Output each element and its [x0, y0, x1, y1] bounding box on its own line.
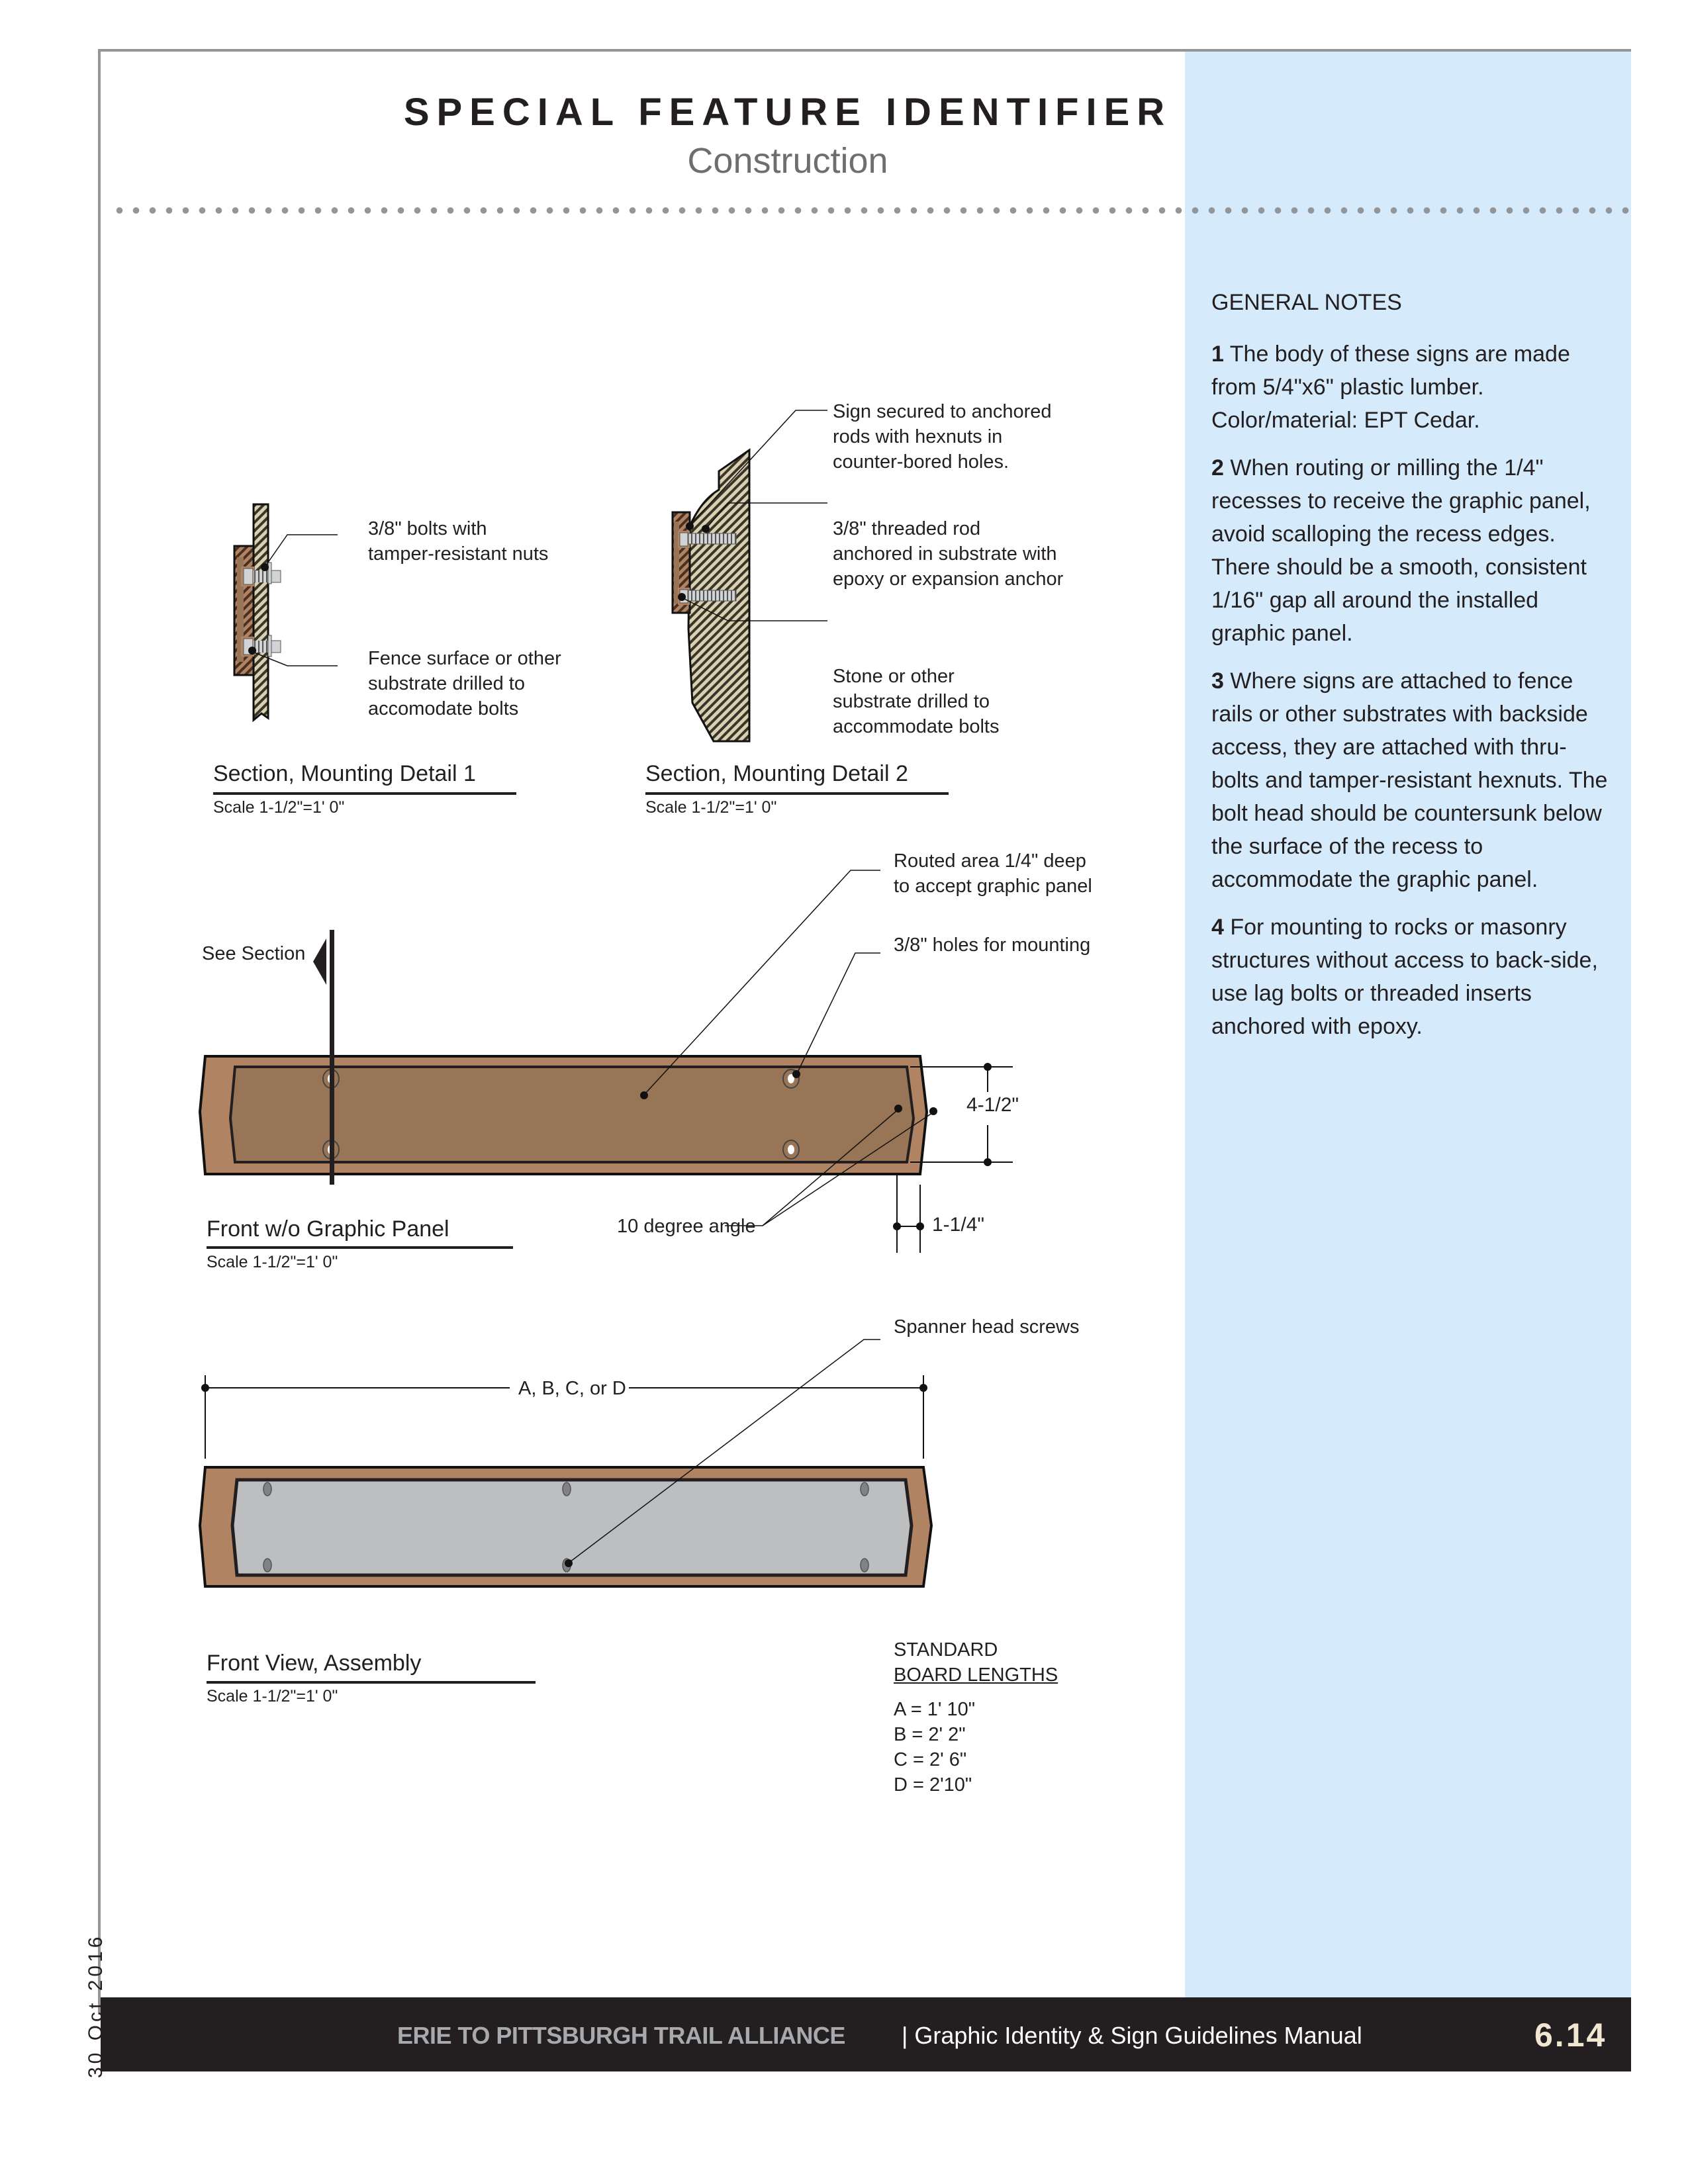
detail2-drawing	[673, 410, 827, 741]
front-scale: Scale 1-1/2"=1' 0"	[207, 1253, 338, 1271]
note-number: 2	[1211, 455, 1224, 480]
note-text: Where signs are attached to fence rails or other substrates with backside access, they are attached with thru-bolts and tamper-resistant hexnuts. The bolt head should be countersunk below the surface of the recess to accommodate the graphic panel.	[1211, 668, 1608, 892]
note-number: 4	[1211, 915, 1224, 940]
lengths-heading-2: BOARD LENGTHS	[894, 1664, 1058, 1686]
detail2-caption: Section, Mounting Detail 2	[645, 761, 908, 786]
side-date: 30 Oct 2016	[85, 1933, 107, 2078]
front-panel-drawing	[200, 870, 1013, 1253]
detail2-scale: Scale 1-1/2"=1' 0"	[645, 798, 777, 817]
footer-organization: ERIE TO PITTSBURGH TRAIL ALLIANCE	[397, 2022, 845, 2049]
callout-line: epoxy or expansion anchor	[833, 569, 1064, 590]
detail2-callout-threaded-rod	[833, 516, 1063, 592]
assembly-scale: Scale 1-1/2"=1' 0"	[207, 1687, 338, 1706]
callout-line: Fence surface or other	[368, 648, 561, 669]
page-number: 6.14	[1534, 2017, 1607, 2054]
note-item	[1211, 338, 1609, 437]
assembly-caption-rule	[207, 1681, 536, 1684]
standard-board-lengths	[894, 1637, 1058, 1797]
page-title: SPECIAL FEATURE IDENTIFIER	[403, 91, 1172, 134]
front-height-dimension: 4-1/2"	[966, 1094, 1019, 1116]
callout-line: 3/8" bolts with	[368, 518, 487, 539]
detail2-callout-stone	[833, 664, 999, 739]
note-text: For mounting to rocks or masonry structures without access to back-side, use lag bolts or threaded inserts anchored with epoxy.	[1211, 915, 1598, 1039]
detail1-caption: Section, Mounting Detail 1	[213, 761, 476, 786]
note-item	[1211, 664, 1609, 896]
general-notes	[1211, 286, 1609, 1058]
note-number: 3	[1211, 668, 1224, 694]
front-callout-holes: 3/8" holes for mounting	[894, 934, 1091, 956]
note-number: 1	[1211, 341, 1224, 367]
callout-line: accomodate bolts	[368, 698, 519, 719]
callout-line: Stone or other	[833, 666, 955, 687]
callout-line: substrate drilled to	[833, 691, 990, 712]
callout-line: to accept graphic panel	[894, 876, 1092, 897]
see-section-label: See Section	[202, 943, 306, 964]
front-caption: Front w/o Graphic Panel	[207, 1216, 449, 1242]
detail1-callout-bolts	[368, 516, 548, 567]
detail1-callout-fence	[368, 646, 561, 721]
front-callout-routed-area	[894, 848, 1092, 899]
assembly-callout-screws: Spanner head screws	[894, 1316, 1080, 1338]
page-subtitle: Construction	[687, 141, 888, 181]
callout-line: accommodate bolts	[833, 716, 1000, 737]
callout-line: tamper-resistant nuts	[368, 543, 549, 565]
callout-line: counter-bored holes.	[833, 451, 1009, 473]
note-item	[1211, 451, 1609, 650]
length-item: D = 2'10"	[894, 1774, 972, 1796]
callout-line: Sign secured to anchored	[833, 401, 1052, 422]
callout-line: rods with hexnuts in	[833, 426, 1003, 447]
assembly-length-dimension: A, B, C, or D	[518, 1378, 626, 1399]
callout-line: Routed area 1/4" deep	[894, 850, 1086, 872]
callout-line: 3/8" threaded rod	[833, 518, 981, 539]
length-item: A = 1' 10"	[894, 1699, 976, 1720]
detail1-caption-rule	[213, 792, 516, 795]
assembly-caption: Front View, Assembly	[207, 1651, 422, 1676]
callout-line: substrate drilled to	[368, 673, 525, 694]
callout-line: anchored in substrate with	[833, 543, 1057, 565]
general-notes-heading: GENERAL NOTES	[1211, 290, 1402, 315]
note-item	[1211, 911, 1609, 1043]
detail2-callout-sign-secured	[833, 399, 1052, 475]
note-text: The body of these signs are made from 5/4"x6" plastic lumber. Color/material: EPT Cedar.	[1211, 341, 1570, 433]
footer-manual-title: | Graphic Identity & Sign Guidelines Manual	[902, 2022, 1362, 2049]
detail2-caption-rule	[645, 792, 949, 795]
length-item: B = 2' 2"	[894, 1724, 966, 1745]
front-width-dimension: 1-1/4"	[932, 1214, 985, 1236]
length-item: C = 2' 6"	[894, 1749, 967, 1770]
detail1-drawing	[234, 504, 338, 720]
note-text: When routing or milling the 1/4" recesses to receive the graphic panel, avoid scalloping the recess edges. There should be a smooth, consistent 1/16" gap all around the installed graphic panel.	[1211, 455, 1591, 646]
detail1-scale: Scale 1-1/2"=1' 0"	[213, 798, 345, 817]
front-angle-label: 10 degree angle	[617, 1216, 756, 1237]
front-caption-rule	[207, 1246, 513, 1249]
lengths-heading-1: STANDARD	[894, 1639, 998, 1661]
